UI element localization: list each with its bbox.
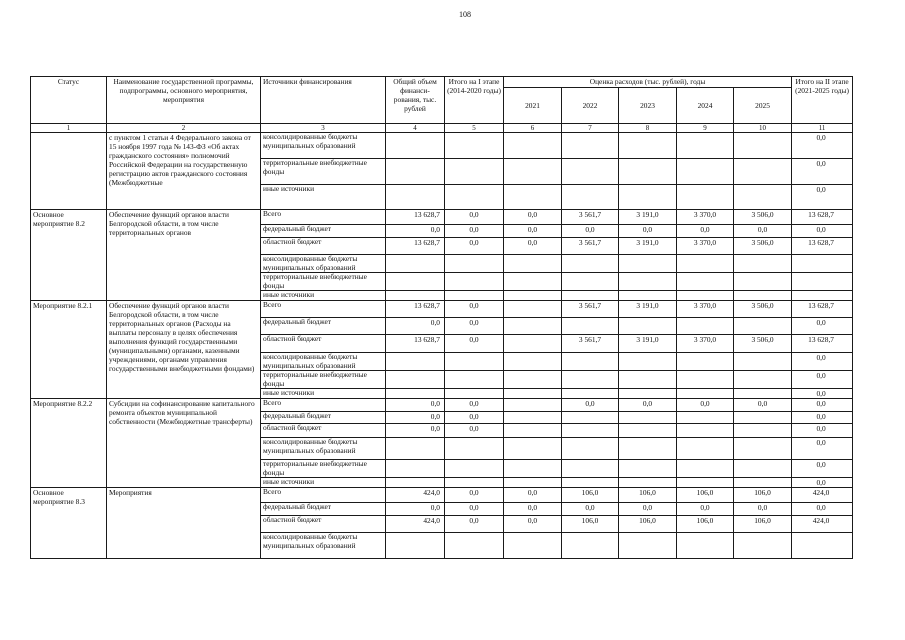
stage1-cell	[445, 273, 504, 291]
source-cell: иные источники	[261, 478, 386, 488]
year-2021-cell	[504, 335, 562, 353]
stage1-cell	[445, 353, 504, 371]
year-2021-cell	[504, 353, 562, 371]
col-number: 1	[31, 124, 107, 133]
header-status: Статус	[31, 77, 107, 124]
stage1-cell: 0,0	[445, 424, 504, 438]
year-2021-cell	[504, 399, 562, 412]
year-2022-cell	[562, 318, 619, 335]
year-2025-cell	[734, 353, 792, 371]
year-2023-cell	[619, 478, 677, 488]
stage2-cell: 0,0	[792, 159, 853, 185]
year-2024-cell	[677, 460, 734, 478]
total-cell: 13 628,7	[386, 238, 445, 255]
stage1-cell: 0,0	[445, 488, 504, 503]
year-2021-cell	[504, 318, 562, 335]
year-2025-cell: 3 506,0	[734, 301, 792, 318]
year-2023-cell: 0,0	[619, 503, 677, 516]
stage1-cell	[445, 389, 504, 399]
year-2025-cell: 106,0	[734, 516, 792, 533]
header-name: Наименование государственной программы, подпрограммы, основного мероприятия, мероприятия	[107, 77, 261, 124]
year-2024-cell: 3 370,0	[677, 335, 734, 353]
source-cell: областной бюджет	[261, 238, 386, 255]
stage1-cell	[445, 460, 504, 478]
year-2022-cell	[562, 159, 619, 185]
stage2-cell: 0,0	[792, 438, 853, 460]
year-2022-cell	[562, 533, 619, 559]
year-2024-cell	[677, 353, 734, 371]
source-cell: федеральный бюджет	[261, 412, 386, 424]
year-2024-cell: 0,0	[677, 225, 734, 238]
year-2024-cell: 0,0	[677, 503, 734, 516]
stage1-cell: 0,0	[445, 335, 504, 353]
year-2021-cell	[504, 389, 562, 399]
source-cell: территориальные внебюджетные фонды	[261, 371, 386, 389]
source-cell: территориальные внебюджетные фонды	[261, 159, 386, 185]
name-cell: Обеспечение функций органов власти Белгородской области, в том числе территориальных органов (Расходы на выплаты персоналу в целях обеспечения выполнения функций государственными (муниципальными) органами, казенными учреждениями, органами управления государственными внебюджетными фондами)	[107, 301, 261, 399]
source-cell: консолидированные бюджеты муниципальных образований	[261, 255, 386, 273]
year-2023-cell	[619, 353, 677, 371]
year-2022-cell	[562, 291, 619, 301]
year-2023-cell: 3 191,0	[619, 335, 677, 353]
table-row	[31, 210, 853, 225]
source-cell: Всего	[261, 488, 386, 503]
year-2025-cell	[734, 424, 792, 438]
source-cell: консолидированные бюджеты муниципальных образований	[261, 533, 386, 559]
total-cell	[386, 159, 445, 185]
stage2-cell	[792, 533, 853, 559]
year-2022-cell	[562, 460, 619, 478]
year-2021-cell	[504, 438, 562, 460]
year-2023-cell	[619, 533, 677, 559]
source-cell: иные источники	[261, 389, 386, 399]
stage1-cell: 0,0	[445, 412, 504, 424]
year-2024-cell	[677, 273, 734, 291]
year-2022-cell: 0,0	[562, 399, 619, 412]
col-number: 8	[619, 124, 677, 133]
year-2024-cell	[677, 412, 734, 424]
col-number: 6	[504, 124, 562, 133]
table-row	[31, 133, 853, 159]
year-2021-cell	[504, 301, 562, 318]
header-stage1: Итого на I этапе (2014-2020 годы)	[445, 77, 504, 124]
col-number: 2	[107, 124, 261, 133]
year-2023-cell	[619, 255, 677, 273]
stage2-cell: 0,0	[792, 399, 853, 412]
year-2024-cell	[677, 424, 734, 438]
year-2022-cell	[562, 424, 619, 438]
header-year-2023: 2023	[619, 88, 677, 124]
year-2021-cell: 0,0	[504, 238, 562, 255]
year-2022-cell: 0,0	[562, 225, 619, 238]
stage1-cell	[445, 133, 504, 159]
year-2021-cell	[504, 159, 562, 185]
year-2024-cell	[677, 478, 734, 488]
total-cell: 424,0	[386, 488, 445, 503]
year-2024-cell	[677, 255, 734, 273]
total-cell	[386, 438, 445, 460]
year-2021-cell	[504, 371, 562, 389]
year-2023-cell: 3 191,0	[619, 301, 677, 318]
year-2024-cell	[677, 291, 734, 301]
year-2025-cell	[734, 185, 792, 210]
source-cell: территориальные внебюджетные фонды	[261, 273, 386, 291]
total-cell: 0,0	[386, 503, 445, 516]
year-2025-cell	[734, 389, 792, 399]
year-2025-cell: 0,0	[734, 399, 792, 412]
stage1-cell	[445, 438, 504, 460]
year-2024-cell	[677, 133, 734, 159]
stage2-cell: 0,0	[792, 185, 853, 210]
year-2023-cell: 0,0	[619, 399, 677, 412]
stage1-cell	[445, 255, 504, 273]
source-cell: иные источники	[261, 185, 386, 210]
stage2-cell: 0,0	[792, 424, 853, 438]
status-cell: Мероприятие 8.2.1	[31, 301, 107, 399]
table-row	[31, 301, 853, 318]
year-2024-cell: 106,0	[677, 516, 734, 533]
year-2021-cell	[504, 424, 562, 438]
total-cell: 0,0	[386, 225, 445, 238]
year-2022-cell	[562, 438, 619, 460]
stage1-cell: 0,0	[445, 318, 504, 335]
year-2022-cell	[562, 478, 619, 488]
stage2-cell: 424,0	[792, 488, 853, 503]
stage1-cell: 0,0	[445, 210, 504, 225]
total-cell	[386, 185, 445, 210]
col-number: 7	[562, 124, 619, 133]
stage1-cell	[445, 533, 504, 559]
year-2024-cell: 3 370,0	[677, 210, 734, 225]
year-2022-cell: 3 561,7	[562, 301, 619, 318]
year-2021-cell	[504, 478, 562, 488]
total-cell: 0,0	[386, 318, 445, 335]
year-2024-cell: 3 370,0	[677, 301, 734, 318]
source-cell: областной бюджет	[261, 335, 386, 353]
stage1-cell	[445, 291, 504, 301]
source-cell: консолидированные бюджеты муниципальных образований	[261, 133, 386, 159]
total-cell: 0,0	[386, 412, 445, 424]
year-2022-cell	[562, 185, 619, 210]
col-number: 10	[734, 124, 792, 133]
total-cell	[386, 389, 445, 399]
year-2024-cell	[677, 389, 734, 399]
year-2023-cell	[619, 389, 677, 399]
year-2022-cell: 3 561,7	[562, 335, 619, 353]
year-2023-cell	[619, 460, 677, 478]
year-2022-cell: 3 561,7	[562, 238, 619, 255]
year-2025-cell: 0,0	[734, 503, 792, 516]
year-2023-cell: 106,0	[619, 488, 677, 503]
col-number: 11	[792, 124, 853, 133]
stage2-cell: 13 628,7	[792, 335, 853, 353]
year-2025-cell	[734, 371, 792, 389]
total-cell	[386, 460, 445, 478]
year-2023-cell: 106,0	[619, 516, 677, 533]
total-cell: 0,0	[386, 399, 445, 412]
year-2021-cell	[504, 460, 562, 478]
table-row	[31, 488, 853, 503]
total-cell: 13 628,7	[386, 335, 445, 353]
source-cell: Всего	[261, 399, 386, 412]
table-header	[31, 77, 853, 133]
year-2024-cell	[677, 533, 734, 559]
source-cell: Всего	[261, 210, 386, 225]
year-2023-cell	[619, 318, 677, 335]
source-cell: иные источники	[261, 291, 386, 301]
total-cell	[386, 133, 445, 159]
header-year-2021: 2021	[504, 88, 562, 124]
year-2025-cell	[734, 291, 792, 301]
year-2023-cell	[619, 438, 677, 460]
table-body	[31, 133, 853, 559]
header-sources: Источники финансирования	[261, 77, 386, 124]
year-2023-cell: 0,0	[619, 225, 677, 238]
stage1-cell: 0,0	[445, 301, 504, 318]
year-2021-cell: 0,0	[504, 503, 562, 516]
stage1-cell: 0,0	[445, 225, 504, 238]
col-number: 5	[445, 124, 504, 133]
year-2021-cell	[504, 185, 562, 210]
year-2021-cell: 0,0	[504, 488, 562, 503]
source-cell: консолидированные бюджеты муниципальных образований	[261, 438, 386, 460]
year-2025-cell	[734, 412, 792, 424]
year-2025-cell	[734, 159, 792, 185]
stage2-cell: 0,0	[792, 389, 853, 399]
year-2025-cell: 3 506,0	[734, 238, 792, 255]
stage1-cell	[445, 371, 504, 389]
year-2023-cell: 3 191,0	[619, 238, 677, 255]
source-cell: Всего	[261, 301, 386, 318]
year-2024-cell	[677, 318, 734, 335]
source-cell: областной бюджет	[261, 516, 386, 533]
stage2-cell: 0,0	[792, 460, 853, 478]
header-year-2022: 2022	[562, 88, 619, 124]
year-2025-cell: 0,0	[734, 225, 792, 238]
year-2021-cell	[504, 133, 562, 159]
year-2023-cell: 3 191,0	[619, 210, 677, 225]
source-cell: федеральный бюджет	[261, 225, 386, 238]
name-cell: Мероприятия	[107, 488, 261, 559]
source-cell: областной бюджет	[261, 424, 386, 438]
year-2024-cell: 3 370,0	[677, 238, 734, 255]
stage2-cell: 0,0	[792, 318, 853, 335]
col-number: 4	[386, 124, 445, 133]
year-2025-cell: 106,0	[734, 488, 792, 503]
stage2-cell: 0,0	[792, 478, 853, 488]
year-2022-cell: 106,0	[562, 488, 619, 503]
stage2-cell	[792, 273, 853, 291]
total-cell: 0,0	[386, 424, 445, 438]
source-cell: федеральный бюджет	[261, 318, 386, 335]
year-2021-cell	[504, 412, 562, 424]
source-cell: территориальные внебюджетные фонды	[261, 460, 386, 478]
year-2023-cell	[619, 273, 677, 291]
total-cell: 424,0	[386, 516, 445, 533]
year-2024-cell	[677, 438, 734, 460]
year-2023-cell	[619, 133, 677, 159]
status-cell: Основное мероприятие 8.3	[31, 488, 107, 559]
page-number: 108	[459, 10, 471, 19]
year-2022-cell: 3 561,7	[562, 210, 619, 225]
stage1-cell	[445, 159, 504, 185]
total-cell	[386, 291, 445, 301]
header-stage2: Итого на II этапе (2021-2025 годы)	[792, 77, 853, 124]
year-2023-cell	[619, 371, 677, 389]
status-cell	[31, 133, 107, 210]
name-cell: с пунктом 1 статьи 4 Федерального закона от 15 ноября 1997 года № 143-ФЗ «Об актах гражданского состояния» полномочий Российской Федерации на государственную регистрацию актов гражданского состояния (Межбюджетные	[107, 133, 261, 210]
year-2023-cell	[619, 159, 677, 185]
stage2-cell: 13 628,7	[792, 238, 853, 255]
col-number: 9	[677, 124, 734, 133]
year-2021-cell	[504, 273, 562, 291]
header-year-2024: 2024	[677, 88, 734, 124]
year-2025-cell	[734, 273, 792, 291]
stage1-cell: 0,0	[445, 238, 504, 255]
status-cell: Основное мероприятие 8.2	[31, 210, 107, 301]
year-2021-cell: 0,0	[504, 210, 562, 225]
col-number: 3	[261, 124, 386, 133]
total-cell	[386, 255, 445, 273]
total-cell	[386, 533, 445, 559]
stage2-cell: 0,0	[792, 412, 853, 424]
stage2-cell	[792, 291, 853, 301]
total-cell	[386, 353, 445, 371]
stage2-cell: 0,0	[792, 353, 853, 371]
total-cell	[386, 478, 445, 488]
year-2021-cell	[504, 533, 562, 559]
stage2-cell: 13 628,7	[792, 210, 853, 225]
header-year-2025: 2025	[734, 88, 792, 124]
year-2025-cell	[734, 478, 792, 488]
year-2022-cell	[562, 412, 619, 424]
year-2024-cell	[677, 159, 734, 185]
year-2023-cell	[619, 185, 677, 210]
year-2025-cell	[734, 255, 792, 273]
total-cell	[386, 273, 445, 291]
stage2-cell: 0,0	[792, 133, 853, 159]
year-2021-cell	[504, 291, 562, 301]
year-2024-cell: 0,0	[677, 399, 734, 412]
stage1-cell	[445, 185, 504, 210]
year-2025-cell	[734, 438, 792, 460]
year-2023-cell	[619, 291, 677, 301]
year-2022-cell	[562, 371, 619, 389]
budget-table	[30, 76, 853, 559]
year-2021-cell: 0,0	[504, 225, 562, 238]
stage2-cell: 0,0	[792, 225, 853, 238]
stage2-cell: 0,0	[792, 371, 853, 389]
source-cell: консолидированные бюджеты муниципальных образований	[261, 353, 386, 371]
stage2-cell: 424,0	[792, 516, 853, 533]
status-cell: Мероприятие 8.2.2	[31, 399, 107, 488]
year-2025-cell	[734, 533, 792, 559]
header-total: Общий объем финанси-рования, тыс. рублей	[386, 77, 445, 124]
year-2025-cell	[734, 460, 792, 478]
stage1-cell: 0,0	[445, 516, 504, 533]
stage2-cell: 13 628,7	[792, 301, 853, 318]
year-2025-cell: 3 506,0	[734, 210, 792, 225]
table-row	[31, 399, 853, 412]
stage2-cell: 0,0	[792, 503, 853, 516]
year-2023-cell	[619, 412, 677, 424]
total-cell: 13 628,7	[386, 210, 445, 225]
stage1-cell: 0,0	[445, 399, 504, 412]
year-2022-cell	[562, 353, 619, 371]
total-cell: 13 628,7	[386, 301, 445, 318]
year-2022-cell	[562, 389, 619, 399]
year-2024-cell	[677, 185, 734, 210]
year-2023-cell	[619, 424, 677, 438]
stage1-cell	[445, 478, 504, 488]
column-number-row	[31, 124, 853, 133]
stage1-cell: 0,0	[445, 503, 504, 516]
year-2021-cell: 0,0	[504, 516, 562, 533]
header-estimate: Оценка расходов (тыс. рублей), годы	[504, 77, 792, 88]
year-2021-cell	[504, 255, 562, 273]
name-cell: Обеспечение функций органов власти Белгородской области, в том числе территориальных органов	[107, 210, 261, 301]
year-2022-cell: 0,0	[562, 503, 619, 516]
year-2025-cell	[734, 318, 792, 335]
year-2022-cell: 106,0	[562, 516, 619, 533]
source-cell: федеральный бюджет	[261, 503, 386, 516]
total-cell	[386, 371, 445, 389]
year-2024-cell	[677, 371, 734, 389]
year-2025-cell	[734, 133, 792, 159]
year-2022-cell	[562, 133, 619, 159]
year-2022-cell	[562, 255, 619, 273]
year-2024-cell: 106,0	[677, 488, 734, 503]
name-cell: Субсидии на софинансирование капитального ремонта объектов муниципальной собственности (Межбюджетные трансферты)	[107, 399, 261, 488]
year-2025-cell: 3 506,0	[734, 335, 792, 353]
year-2022-cell	[562, 273, 619, 291]
stage2-cell	[792, 255, 853, 273]
